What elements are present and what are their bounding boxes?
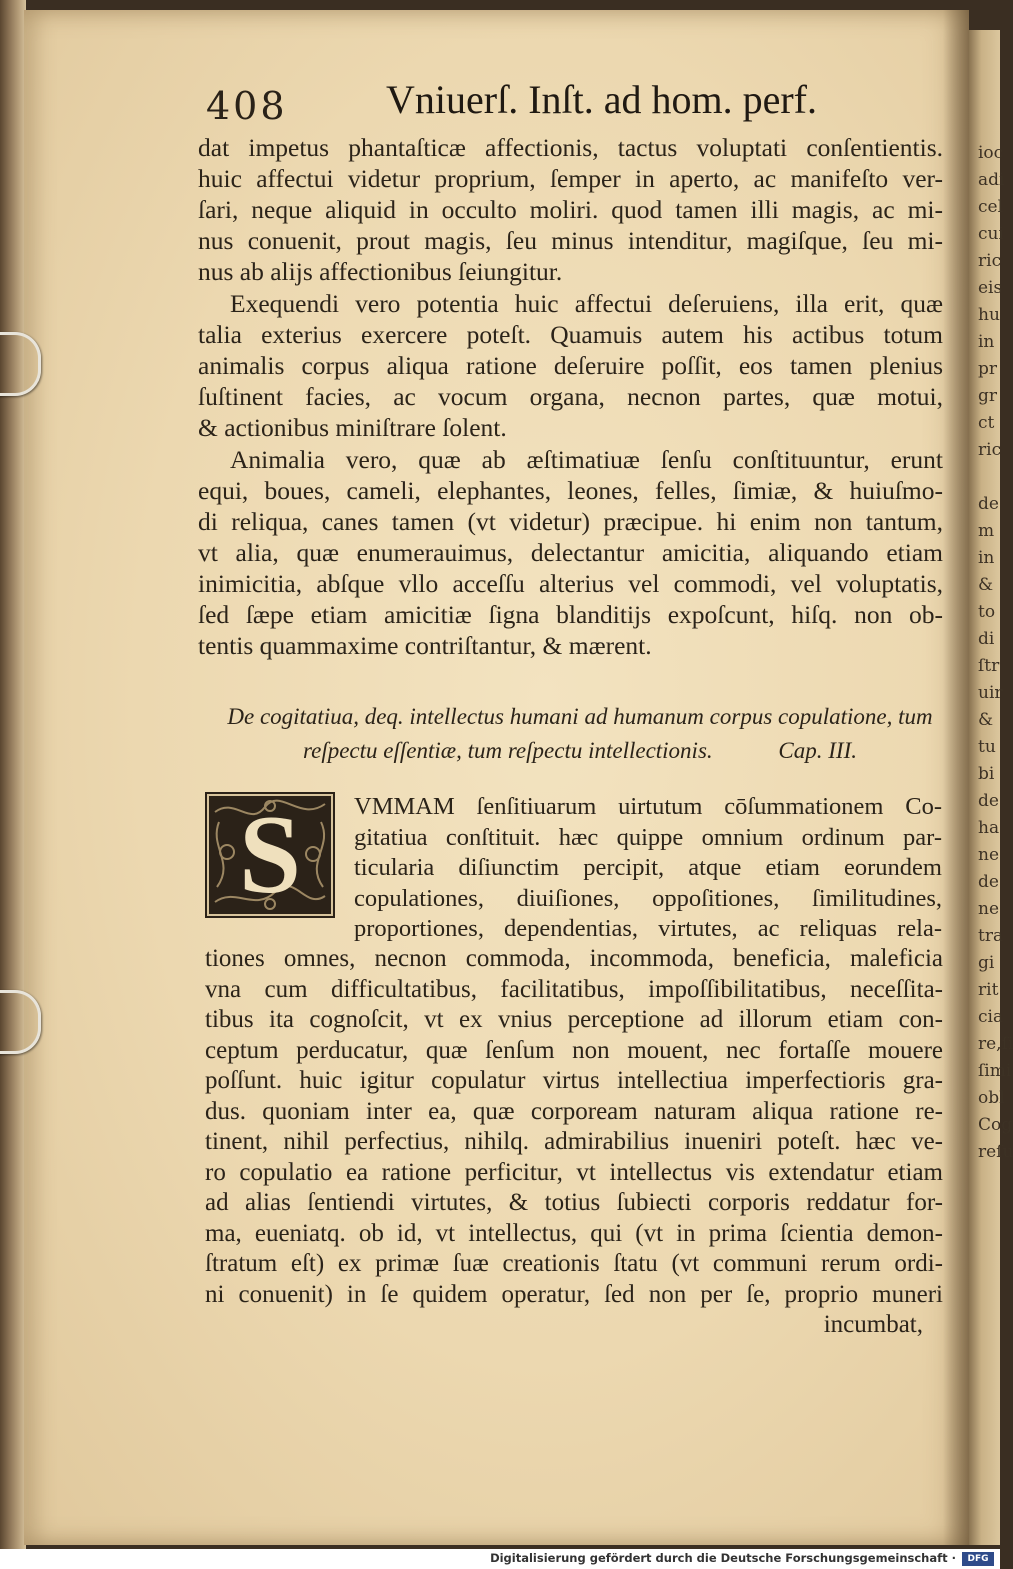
text-line: inimicitia, abſque vllo acceſſu alterius vel commodi, vel voluptatis, <box>198 569 943 598</box>
text-line: huic affectui videtur proprium, ſemper in aperto, ac manifeſto ver- <box>198 164 943 193</box>
page-gutter-shadow <box>943 10 969 1545</box>
paragraph-3 <box>198 444 943 661</box>
paragraph-4-beside-initial <box>354 792 942 945</box>
page-number: 408 <box>206 84 288 128</box>
paragraph-2 <box>198 288 943 443</box>
text-line: poſſunt. huic igitur copulatur virtus intellectiua imperfectioris gra- <box>205 1067 943 1094</box>
text-line: tiones omnes, necnon commoda, incommoda, beneficia, maleficia <box>205 945 943 972</box>
chapter-title-line <box>225 734 935 768</box>
chapter-title-line: De cogitatiua, deq. intellectus humani ad humanum corpus copulatione, tum <box>227 704 933 729</box>
facing-page-edge <box>969 30 1013 1545</box>
text-line: ſari, neque aliquid in occulto moliri. quod tamen illi magis, ac mi- <box>198 195 943 224</box>
text-line: ad alias ſentiendi virtutes, & totius ſubiecti corporis reddatur for- <box>205 1189 943 1216</box>
text-line: dat impetus phantaſticæ affectionis, tactus voluptati conſentientis. <box>198 133 943 162</box>
text-line: equi, boues, cameli, elephantes, leones, felles, ſimiæ, & huiuſmo- <box>198 476 943 505</box>
text-line: nus ab alijs affectionibus ſeiungitur. <box>198 257 563 286</box>
text-line: copulationes, diuiſiones, oppoſitiones, ſimilitudines, <box>354 884 942 912</box>
text-line: ro copulatio ea ratione perficitur, vt intellectus vis extendatur etiam <box>205 1158 943 1186</box>
running-head <box>206 70 846 126</box>
page-clip-top <box>0 332 41 396</box>
text-line: dus. quoniam inter ea, quæ corpoream naturam aliqua ratione re- <box>205 1097 943 1125</box>
text-line: ceptum perducatur, quæ ſenſum non mouent, nec fortaſſe mouere <box>205 1036 943 1064</box>
initial-letter: S <box>238 793 302 917</box>
text-line: ticularia diſiunctim percipit, atque etiam eorundem <box>354 854 942 881</box>
text-line: VMMAM ſenſitiuarum uirtutum cōſummationem Co- <box>354 793 942 820</box>
running-title: Vniuerſ. Inſt. ad hom. perf. <box>386 77 817 122</box>
paragraph-1 <box>198 132 943 287</box>
text-line: vna cum difficultatibus, facilitatibus, impoſſibilitatibus, neceſſita- <box>205 975 943 1003</box>
text-line: tentis quammaxime contriſtantur, & mærent. <box>198 631 652 660</box>
text-line: nus conuenit, prout magis, ſeu minus intenditur, magiſque, ſeu mi- <box>198 226 943 255</box>
text-line: Exequendi vero potentia huic affectui deſeruiens, illa erit, quæ <box>230 289 943 318</box>
text-line: gitatiua conſtituit. hæc quippe omnium ordinum par- <box>354 823 942 851</box>
footer-credit: Digitalisierung gefördert durch die Deutsche Forschungsgemeinschaft · <box>490 1551 956 1565</box>
chapter-title-line-2: reſpectu eſſentiæ, tum reſpectu intellectionis. <box>303 738 713 763</box>
catchword: incumbat, <box>823 1311 923 1338</box>
text-line: proportiones, dependentias, virtutes, ac reliquas rela- <box>354 915 942 942</box>
page-clip-bottom <box>0 990 41 1054</box>
text-line: ſtratum eſt) ex primæ ſuæ creationis ſtatu (vt communi rerum ordi- <box>205 1250 943 1277</box>
text-line: ma, eueniatq. ob id, vt intellectus, qui (vt in prima ſcientia demon- <box>205 1219 943 1247</box>
text-line: tinent, nihil perfectius, nihilq. admirabilius inueniri poteſt. hæc ve- <box>205 1128 943 1155</box>
book-edge-left <box>0 0 26 1555</box>
text-line: ni conuenit) in ſe quidem operatur, ſed non per ſe, proprio muneri <box>205 1280 943 1308</box>
chapter-heading <box>225 700 935 768</box>
text-line: vt alia, quæ enumerauimus, delectantur amicitia, aliquando etiam <box>198 538 943 567</box>
text-line: ſed ſæpe etiam amicitiæ ſigna blanditijs expoſcunt, hiſq. non ob- <box>198 600 943 629</box>
text-line: talia exterius exercere poteſt. Quamuis autem his actibus totum <box>198 320 943 349</box>
text-line: & actionibus miniſtrare ſolent. <box>198 413 507 442</box>
dfg-logo: DFG <box>962 1552 994 1566</box>
text-line: ſuſtinent facies, ac vocum organa, necnon partes, quæ motui, <box>198 382 943 411</box>
text-line: di reliqua, canes tamen (vt videtur) præcipue. hi enim non tantum, <box>198 507 943 536</box>
digitization-footer <box>0 1549 1000 1569</box>
text-line: Animalia vero, quæ ab æſtimatiuæ ſenſu conſtituuntur, erunt <box>230 445 943 474</box>
decorated-initial <box>205 792 335 918</box>
text-line: animalis corpus aliqua ratione deſeruire poſſit, eos tamen plenius <box>198 351 943 380</box>
text-line: tibus ita cognoſcit, vt ex vnius perceptione ad illorum etiam con- <box>205 1006 943 1033</box>
facing-page-fragment: ioc adi cel cui ric eis hu in pr gr ct ric de m in & to di ſtr uir & tu bi de ha ne de ne tra gi rit cia re,ſi ſimi obl Cog reſu <box>978 143 1013 1162</box>
paragraph-4-continued <box>205 944 943 1341</box>
chapter-label: Cap. III. <box>778 738 857 763</box>
